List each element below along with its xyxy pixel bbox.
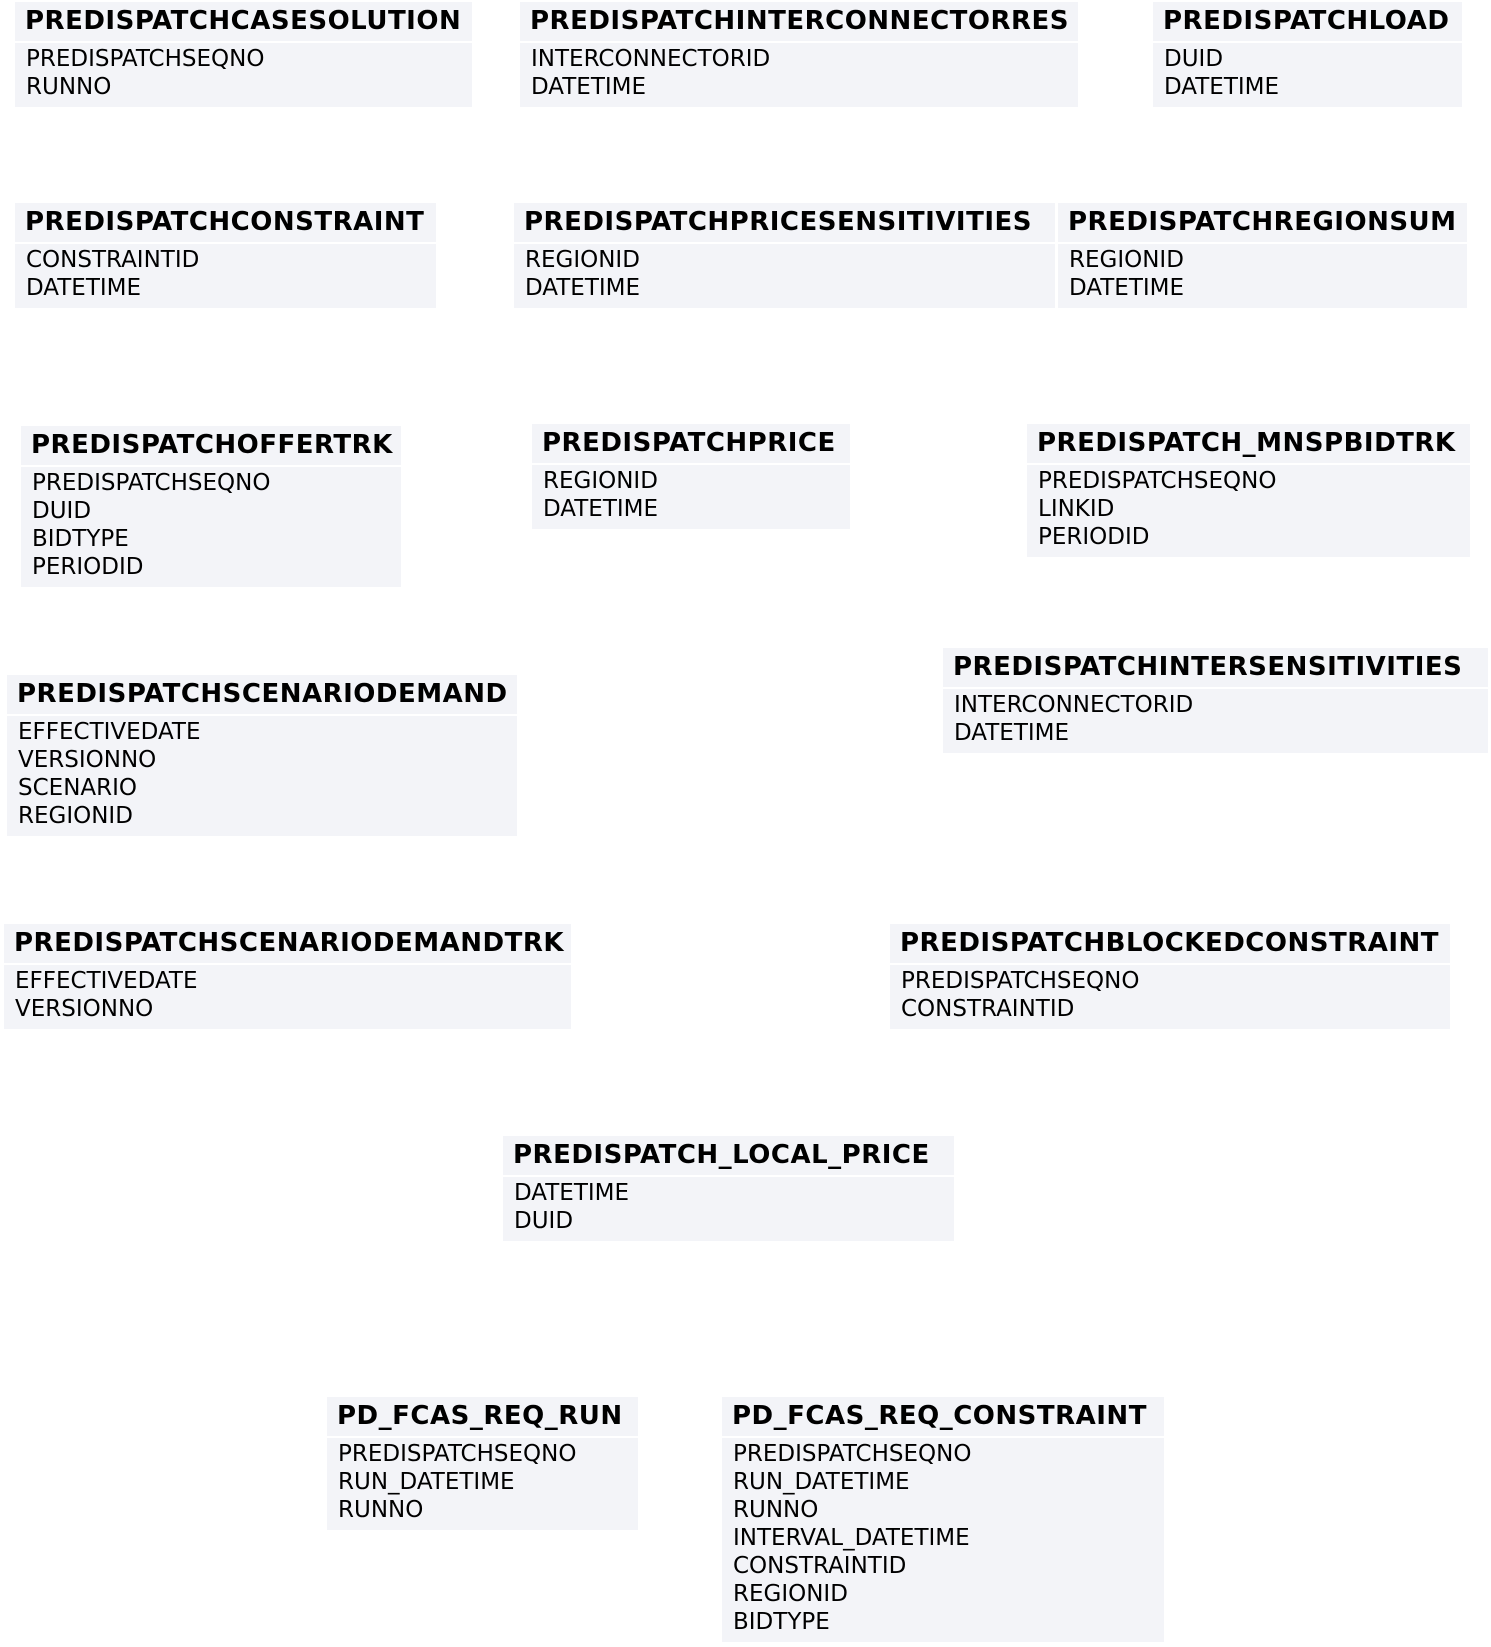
- entity-fields: [15, 244, 436, 308]
- entity-field: DATETIME: [26, 275, 142, 301]
- entity-field: PERIODID: [32, 554, 144, 580]
- entity-title: PREDISPATCHOFFERTRK: [21, 426, 401, 467]
- entity-title: PREDISPATCHINTERSENSITIVITIES: [943, 648, 1488, 689]
- entity-predispatch-local-price[interactable]: [503, 1136, 954, 1241]
- entity-field: DATETIME: [543, 496, 659, 522]
- entity-field: REGIONID: [543, 468, 658, 494]
- entity-pd-fcas-req-run[interactable]: [327, 1397, 638, 1530]
- entity-predispatch-mnspbidtrk[interactable]: [1027, 424, 1470, 557]
- entity-field: PREDISPATCHSEQNO: [26, 46, 265, 72]
- entity-field: VERSIONNO: [18, 747, 157, 773]
- entity-fields: [532, 465, 850, 529]
- entity-field: BIDTYPE: [32, 526, 129, 552]
- entity-predispatchscenariodemandtrk[interactable]: [4, 924, 571, 1029]
- entity-field: REGIONID: [525, 247, 640, 273]
- entity-fields: [890, 965, 1450, 1029]
- entity-title: PREDISPATCHPRICE: [532, 424, 850, 465]
- entity-predispatchload[interactable]: [1153, 2, 1462, 107]
- entity-predispatchoffertrk[interactable]: [21, 426, 401, 587]
- entity-title: PREDISPATCHREGIONSUM: [1058, 203, 1467, 244]
- entity-field: DATETIME: [531, 74, 647, 100]
- entity-field: DUID: [514, 1208, 574, 1234]
- entity-field: PREDISPATCHSEQNO: [901, 968, 1140, 994]
- entity-field: DATETIME: [525, 275, 641, 301]
- entity-predispatchblockedconstraint[interactable]: [890, 924, 1450, 1029]
- entity-fields: [21, 467, 401, 587]
- entity-predispatchinterconnectorres[interactable]: [520, 2, 1078, 107]
- entity-field: EFFECTIVEDATE: [15, 968, 198, 994]
- entity-fields: [327, 1438, 638, 1530]
- entity-field: RUN_DATETIME: [338, 1469, 515, 1495]
- entity-field: INTERCONNECTORID: [531, 46, 771, 72]
- entity-field: REGIONID: [1069, 247, 1184, 273]
- entity-fields: [514, 244, 1055, 308]
- entity-field: SCENARIO: [18, 775, 137, 801]
- entity-predispatchcasesolution[interactable]: [15, 2, 472, 107]
- entity-field: PREDISPATCHSEQNO: [1038, 468, 1277, 494]
- entity-title: PREDISPATCHLOAD: [1153, 2, 1462, 43]
- entity-field: RUN_DATETIME: [733, 1469, 910, 1495]
- entity-fields: [722, 1438, 1164, 1642]
- entity-predispatchprice[interactable]: [532, 424, 850, 529]
- entity-field: PREDISPATCHSEQNO: [733, 1441, 972, 1467]
- entity-pd-fcas-req-constraint[interactable]: [722, 1397, 1164, 1642]
- entity-title: PREDISPATCH_MNSPBIDTRK: [1027, 424, 1470, 465]
- entity-fields: [1153, 43, 1462, 107]
- entity-field: REGIONID: [733, 1581, 848, 1607]
- entity-field: CONSTRAINTID: [26, 247, 200, 273]
- entity-field: PREDISPATCHSEQNO: [338, 1441, 577, 1467]
- entity-title: PREDISPATCHPRICESENSITIVITIES: [514, 203, 1055, 244]
- entity-field: PREDISPATCHSEQNO: [32, 470, 271, 496]
- entity-predispatchconstraint[interactable]: [15, 203, 436, 308]
- entity-title: PREDISPATCHBLOCKEDCONSTRAINT: [890, 924, 1450, 965]
- entity-fields: [15, 43, 472, 107]
- entity-title: PREDISPATCHCONSTRAINT: [15, 203, 436, 244]
- entity-field: DATETIME: [1164, 74, 1280, 100]
- entity-field: INTERCONNECTORID: [954, 692, 1194, 718]
- entity-title: PD_FCAS_REQ_CONSTRAINT: [722, 1397, 1164, 1438]
- entity-field: REGIONID: [18, 803, 133, 829]
- entity-fields: [943, 689, 1488, 753]
- entity-title: PREDISPATCHCASESOLUTION: [15, 2, 472, 43]
- entity-field: DUID: [1164, 46, 1224, 72]
- entity-title: PREDISPATCHSCENARIODEMANDTRK: [4, 924, 571, 965]
- entity-field: BIDTYPE: [733, 1609, 830, 1635]
- entity-title: PD_FCAS_REQ_RUN: [327, 1397, 638, 1438]
- entity-predispatchintersensitivities[interactable]: [943, 648, 1488, 753]
- entity-field: PERIODID: [1038, 524, 1150, 550]
- entity-field: VERSIONNO: [15, 996, 154, 1022]
- entity-fields: [503, 1177, 954, 1241]
- entity-field: RUNNO: [338, 1497, 424, 1523]
- entity-field: RUNNO: [733, 1497, 819, 1523]
- entity-field: DATETIME: [1069, 275, 1185, 301]
- entity-fields: [520, 43, 1078, 107]
- entity-predispatchregionsum[interactable]: [1058, 203, 1467, 308]
- entity-field: DATETIME: [514, 1180, 630, 1206]
- entity-field: DATETIME: [954, 720, 1070, 746]
- entity-predispatchpricesensitivities[interactable]: [514, 203, 1055, 308]
- entity-field: CONSTRAINTID: [901, 996, 1075, 1022]
- entity-fields: [1027, 465, 1470, 557]
- entity-predispatchscenariodemand[interactable]: [7, 675, 517, 836]
- entity-title: PREDISPATCHSCENARIODEMAND: [7, 675, 517, 716]
- entity-field: EFFECTIVEDATE: [18, 719, 201, 745]
- entity-field: CONSTRAINTID: [733, 1553, 907, 1579]
- entity-field: INTERVAL_DATETIME: [733, 1525, 970, 1551]
- entity-title: PREDISPATCH_LOCAL_PRICE: [503, 1136, 954, 1177]
- entity-field: RUNNO: [26, 74, 112, 100]
- entity-fields: [1058, 244, 1467, 308]
- entity-fields: [7, 716, 517, 836]
- entity-title: PREDISPATCHINTERCONNECTORRES: [520, 2, 1078, 43]
- entity-field: LINKID: [1038, 496, 1115, 522]
- entity-fields: [4, 965, 571, 1029]
- entity-field: DUID: [32, 498, 92, 524]
